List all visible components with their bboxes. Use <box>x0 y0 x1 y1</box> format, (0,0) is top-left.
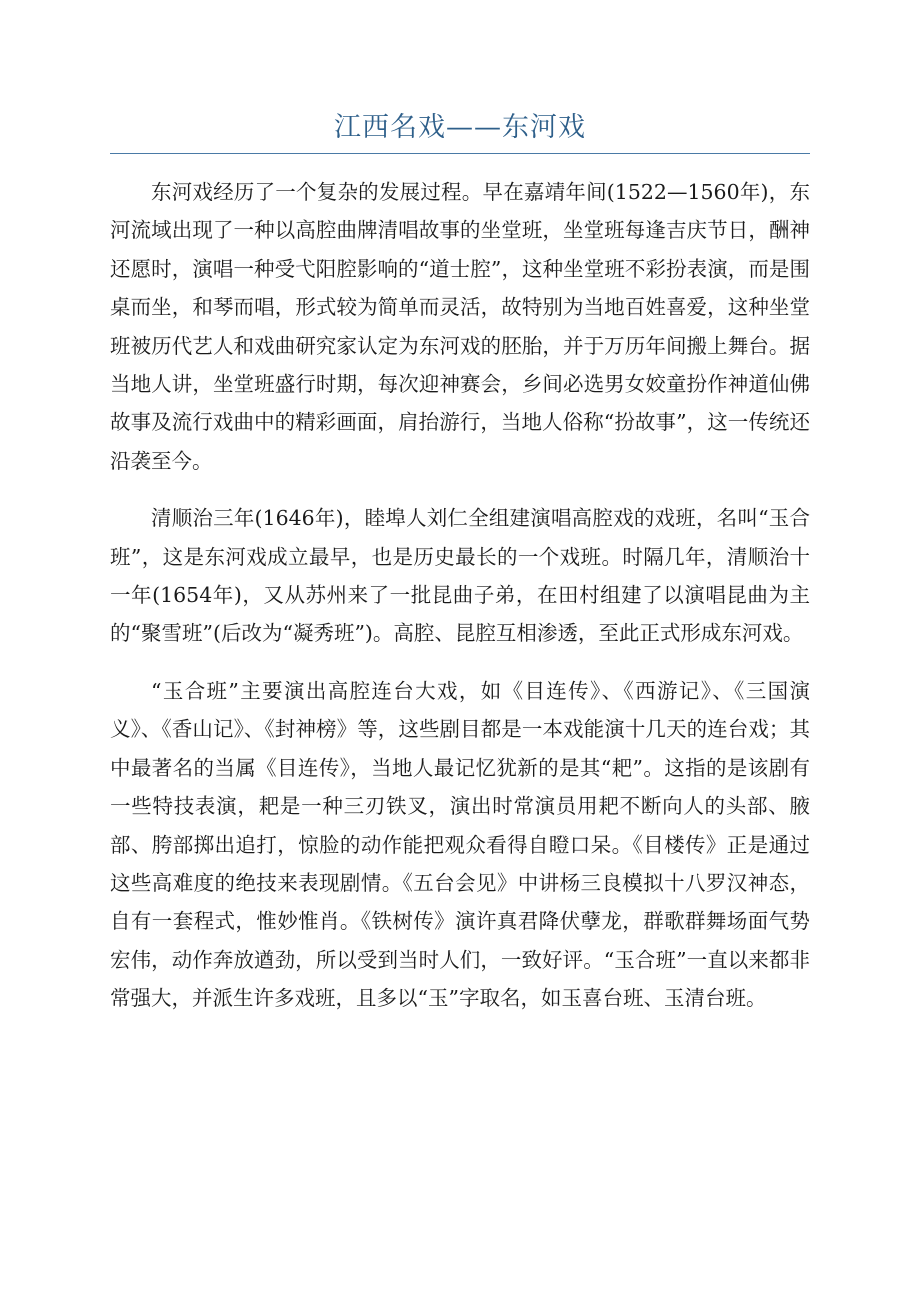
title-divider <box>110 153 810 154</box>
document-body <box>110 173 810 1037</box>
paragraph-3: “玉合班”主要演出高腔连台大戏，如《目连传》、《西游记》、《三国演义》、《香山记》、《封神榜》等，这些剧目都是一本戏能演十几天的连台戏；其中最著名的当属《目连传》，当地人最记忆犹新的是其“耙”。这指的是该剧有一些特技表演，耙是一种三刃铁叉，演出时常演员用耙不断向人的头部、腋部、胯部掷出追打，惊脸的动作能把观众看得自瞪口呆。《目楼传》正是通过这些高难度的绝技来表现剧情。《五台会见》中讲杨三良模拟十八罗汉神态，自有一套程式，惟妙惟肖。《铁树传》演许真君降伏孽龙，群歌群舞场面气势宏伟，动作奔放遒劲，所以受到当时人们，一致好评。“玉合班”一直以来都非常强大，并派生许多戏班，且多以“玉”字取名，如玉喜台班、玉清台班。 <box>110 678 810 1011</box>
paragraph-1: 东河戏经历了一个复杂的发展过程。早在嘉靖年间(1522—1560年)，东河流域出现了一种以高腔曲牌清唱故事的坐堂班，坐堂班每逢吉庆节日，酬神还愿时，演唱一种受弋阳腔影响的“道士腔”，这种坐堂班不彩扮表演，而是围桌而坐，和琴而唱，形式较为简单而灵活，故特别为当地百姓喜爱，这种坐堂班被历代艺人和戏曲研究家认定为东河戏的胚胎，并于万历年间搬上舞台。据当地人讲，坐堂班盛行时期，每次迎神赛会，乡间必选男女姣童扮作神道仙佛故事及流行戏曲中的精彩画面，肩抬游行，当地人俗称“扮故事”，这一传统还沿袭至今。 <box>110 180 810 473</box>
document-title: 江西名戏——东河戏 <box>334 112 586 143</box>
paragraph-2: 清顺治三年(1646年)，睦埠人刘仁全组建演唱高腔戏的戏班，名叫“玉合班”，这是东河戏成立最早，也是历史最长的一个戏班。时隔几年，清顺治十一年(1654年)，又从苏州来了一批昆曲子弟，在田村组建了以演唱昆曲为主的“聚雪班”(后改为“凝秀班”)。高腔、昆腔互相渗透，至此正式形成东河戏。 <box>110 506 810 646</box>
